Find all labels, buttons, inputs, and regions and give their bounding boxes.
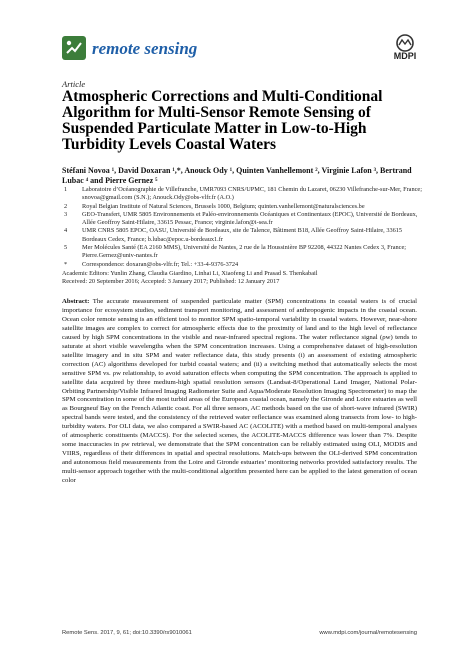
affiliation-item: [62, 211, 422, 228]
journal-name[interactable]: remote sensing: [92, 39, 198, 58]
affiliation-item: [62, 186, 422, 203]
affiliation-text: Mer Molécules Santé (EA 2160 MMS), Université de Nantes, 2 rue de la Houssinière BP 92208, 44322 Nantes Cedex 3, France; Pierre.Gernez@univ-nantes.fr: [82, 244, 406, 260]
affiliation-text: Royal Belgian Institute of Natural Sciences, Brussels 1000, Belgium; quinten.vanhellemont@naturalsciences.be: [82, 202, 365, 210]
correspondence-item: [62, 261, 422, 269]
journal-header: [62, 36, 422, 64]
citation-info: Remote Sens. 2017, 9, 61; doi:10.3390/rs9010061: [62, 630, 192, 636]
author-list: Stéfani Novoa ¹, David Doxaran ¹,*, Anouck Ody ¹, Quinten Vanhellemont ², Virginie Lafon ³, Bertrand Lubac ⁴ and Pierre Gernez ⁵: [62, 166, 412, 185]
correspondence-mark: *: [64, 260, 68, 268]
affiliation-item: [62, 227, 422, 244]
editorial-info: [62, 270, 422, 287]
affiliation-item: [62, 203, 422, 211]
abstract: [62, 298, 417, 486]
publisher-logo[interactable]: [384, 34, 426, 66]
abstract-label: Abstract:: [62, 298, 90, 305]
affiliation-number: 5: [64, 244, 68, 252]
affiliation-number: 4: [64, 227, 68, 235]
journal-url-link[interactable]: www.mdpi.com/journal/remotesensing: [319, 630, 417, 636]
affiliation-number: 2: [64, 202, 68, 210]
affiliation-text: Laboratoire d’Océanographie de Villefranche, UMR7093 CNRS/UPMC, 181 Chemin du Lazaret, 06230 Villefranche-sur-Mer, France; snovoa@gmail.com (S.N.); Anouck.Ody@obs-vlfr.fr (A.O.): [82, 186, 422, 202]
paper-title: Atmospheric Corrections and Multi-Conditional Algorithm for Multi-Sensor Remote Sensing of Suspended Particulate Matter in Low-to-High Turbidity Levels Coastal Waters: [62, 88, 383, 153]
journal-logo-icon: [62, 36, 86, 60]
affiliation-number: 3: [64, 210, 68, 218]
affiliation-item: [62, 244, 422, 261]
affiliation-text: GEO-Transfert, UMR 5805 Environnements et Paléo-environnements Océaniques et Continentaux (EPOC), Université de Bordeaux, Allée Geoffroy Saint-Hilaire, 33615 Pessac, France; virginie.lafon@i-sea.fr: [82, 210, 418, 227]
abstract-text: The accurate measurement of suspended particulate matter (SPM) concentrations in coastal waters is of crucial importance for ecosystem studies, sediment transport monitoring, and assessment of anthropogenic impacts in the coastal ocean. Ocean color remote sensing is an efficient tool to monitor SPM spatio-temporal variability in coastal waters. However, near-shore satellite images are complex to correct for atmospheric effects due to the proximity of land and to the high level of reflectance caused by high SPM concentrations in the visible and near-infrared spectral regions. The water reflectance signal (ρw) tends to saturate at short visible wavelengths when the SPM concentration increases. Using a comprehensive dataset of high-resolution satellite imagery and in situ SPM and water reflectance data, this study presents (i) an assessment of existing atmospheric correction (AC) algorithms developed for turbid coastal waters; and (ii) a switching method that automatically selects the most sensitive SPM vs. ρw relationship, to avoid saturation effects when computing the SPM concentration. The approach is applied to satellite data acquired by three medium-high spatial resolution sensors (Landsat-8/Operational Land Imager, National Polar-Orbiting Partnership/Visible Infrared Imaging Radiometer Suite and Aqua/Moderate Resolution Imaging Spectrometer) to map the SPM concentration in some of the most turbid areas of the European coastal ocean, namely the Gironde and Loire estuaries as well as Bourgneuf Bay on the French Atlantic coast. For all three sensors, AC methods based on the use of short-wave infrared (SWIR) spectral bands were tested, and the consistency of the retrieved water reflectance was examined along transects from low- to high-turbidity waters. For OLI data, we also compared a SWIR-based AC (ACOLITE) with a method based on multi-temporal analyses of atmospheric constituents (MACCS). For the selected scenes, the ACOLITE-MACCS difference was lower than 7%. Despite some inaccuracies in ρw retrieval, we demonstrate that the SPM concentration can be reliably estimated using OLI, MODIS and VIIRS, regardless of their differences in spatial and spectral resolutions. Match-ups between the OLI-derived SPM concentration and autonomous field measurements from the Loire and Gironde estuaries’ monitoring networks provided satisfactory results. The multi-sensor approach together with the multi-conditional algorithm presented here can be applied to the latest generation of ocean color: [62, 298, 417, 485]
affiliation-number: 1: [64, 186, 68, 193]
article-type: Article: [62, 79, 86, 89]
affiliations: [62, 186, 422, 269]
affiliation-text: UMR CNRS 5805 EPOC, OASU, Université de Bordeaux, site de Talence, Bâtiment B18, Allée Geoffroy Saint-Hilaire, 33615 Bordeaux Cedex, France; b.lubac@epoc.u-bordeaux1.fr: [82, 227, 403, 243]
correspondence-text: Correspondence: doxaran@obs-vlfr.fr; Tel.: +33-4-9376-3724: [82, 260, 239, 268]
mdpi-logo-icon: [384, 34, 426, 52]
page-footer: [62, 630, 417, 640]
publisher-name: MDPI: [393, 51, 417, 61]
publication-dates: Received: 20 September 2016; Accepted: 3 January 2017; Published: 12 January 2017: [62, 278, 280, 286]
academic-editors: Academic Editors: Yunlin Zhang, Claudia Giardino, Linhai Li, Xiaofeng Li and Prasad S. Thenkabail: [62, 270, 318, 277]
